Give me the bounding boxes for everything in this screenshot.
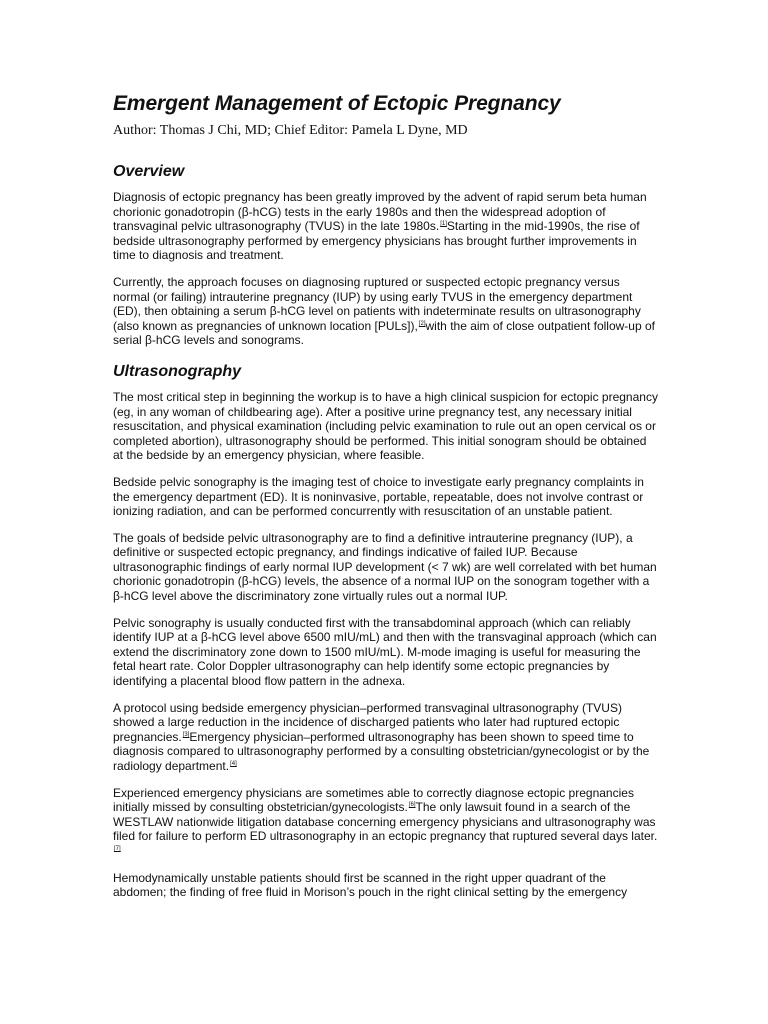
paragraph-text: Bedside pelvic sonography is the imaging test of choice to investigate early pregnancy complaints in the emergency department (ED). It is noninvasive, portable, repeatable, does not involve contrast or ionizing radiation, and can be performed concurrently with resuscitation of an unstable patient. — [113, 474, 648, 519]
paragraph-text: The most critical step in beginning the workup is to have a high clinical suspicion for ectopic pregnancy (eg, in any woman of childbearing age). After a positive urine pregnancy test, any necessary initial resuscitation, and physical examination (including pelvic examination to rule out an open cervical os or completed abortion), ultrasonography should be performed. This initial sonogram should be obtained at the bedside by an emergency physician, where feasible. — [113, 389, 662, 463]
paragraph — [113, 190, 658, 263]
paragraph-text: Experienced emergency physicians are sometimes able to correctly diagnose ectopic pregnancies initially missed by consulting obstetrician/gynecologists. — [113, 785, 638, 815]
reference-link[interactable]: [3] — [182, 731, 190, 738]
section-heading-ultrasonography: Ultrasonography — [113, 362, 242, 380]
paragraph — [113, 530, 661, 604]
paragraph-text: A protocol using bedside emergency physician–performed transvaginal ultrasonography (TVUS) showed a large reduction in the incidence of discharged patients who later had ruptured ectopic pregnancies. — [113, 700, 626, 744]
paragraph-text: Emergency physician–performed ultrasonography has been shown to speed time to diagnosis compared to ultrasonography performed by a consulting obstetrician/gynecologist or by the radiology department. — [113, 729, 653, 773]
reference-link[interactable]: [1] — [440, 221, 447, 228]
document-body — [113, 90, 662, 912]
paragraph-text: Diagnosis of ectopic pregnancy has been greatly improved by the advent of rapid serum beta human chorionic gonadotropin (β-hCG) tests in the early 1980s and then the widespread adoption of transvaginal pelvic ultrasonography (TVUS) in the late 1980s. — [113, 190, 650, 234]
paragraph — [113, 616, 658, 689]
paragraph — [113, 275, 658, 348]
paragraph — [113, 475, 658, 519]
author-line: Author: Thomas J Chi, MD; Chief Editor: Pamela L Dyne, MD — [113, 123, 468, 138]
reference-link[interactable]: [7] — [114, 845, 121, 852]
paragraph — [113, 871, 658, 900]
paragraph-text: Currently, the approach focuses on diagnosing ruptured or suspected ectopic pregnancy versus normal (or failing) intrauterine pregnancy (IUP) by using early TVUS in the emergency department (ED), then obtaining a serum β-hCG level on patients with indeterminate results on ultrasonography (also known as pregnancies of unknown location [PULs]), — [113, 274, 645, 333]
paragraph — [113, 701, 658, 774]
paragraph — [113, 389, 662, 463]
reference-link[interactable]: [2] — [418, 320, 426, 327]
reference-link[interactable]: [6] — [408, 802, 416, 809]
section-heading-overview: Overview — [113, 163, 185, 180]
paragraph-text: The goals of bedside pelvic ultrasonography are to find a definitive intrauterine pregnancy (IUP), a definitive or suspected ectopic pregnancy, and findings indicative of failed IUP. Because ultrasonographic findings of early normal IUP development (< 7 wk) are well correlated with bet human chorionic gonadotropin (β-hCG) levels, the absence of a normal IUP on the sonogram together with a β-hCG level above the discriminatory zone virtually rules out a normal IUP. — [113, 530, 661, 604]
paragraph-text: Pelvic sonography is usually conducted first with the transabdominal approach (which can reliably identify IUP at a β-hCG level above 6500 mIU/mL) and then with the transvaginal approach (which can extend the discriminatory zone down to 1500 mIU/mL). M-mode imaging is useful for measuring the fetal heart rate. Color Doppler ultrasonography can help identify some ectopic pregnancies by identifying a placental blood flow pattern in the adnexa. — [113, 615, 660, 689]
document-title: Emergent Management of Ectopic Pregnancy — [113, 92, 561, 115]
paragraph — [113, 786, 658, 859]
paragraph-text: The only lawsuit found in a search of the WESTLAW nationwide litigation database concerning emergency physicians and ultrasonography was filed for failure to perform ED ultrasonography in an ectopic pregnancy that ruptured several days later. — [113, 800, 659, 844]
paragraph-text: Hemodynamically unstable patients should first be scanned in the right upper quadrant of the abdomen; the finding of free fluid in Morison’s pouch in the right clinical setting by the emergency — [113, 870, 628, 900]
reference-link[interactable]: [4] — [230, 761, 237, 767]
paragraph-text: with the aim of close outpatient follow-up of serial β-hCG levels and sonograms. — [113, 318, 659, 348]
paragraph-text: Starting in the mid-1990s, the rise of bedside ultrasonography performed by emergency physicians has brought further improvements in time to diagnosis and treatment. — [113, 219, 643, 263]
